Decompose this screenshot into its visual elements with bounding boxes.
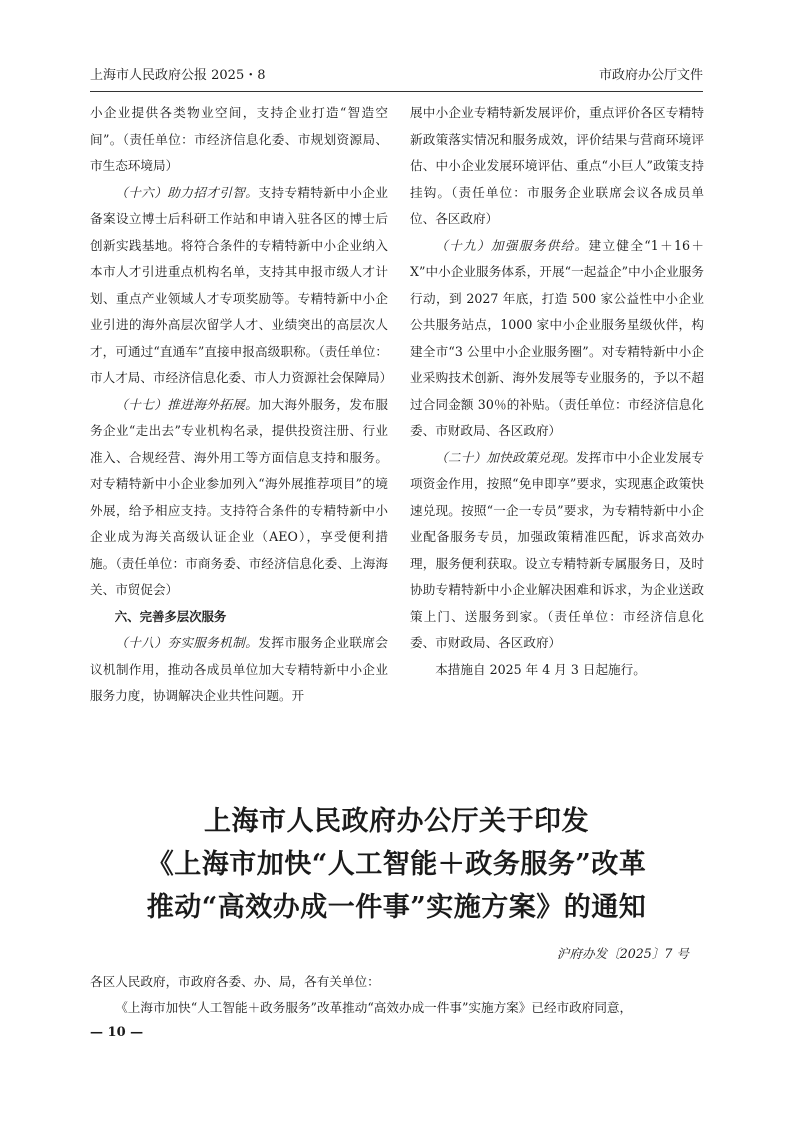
item-body: 发挥市中小企业发展专项资金作用，按照“免申即享”要求，实现惠企政策快速兑现。按照“一企一专员”要求，为专精特新中小企业配备服务专员，加强政策精准匹配，诉求高效办理，服务便利获取。设立专精特新专属服务日，及时协助专精特新中小企业解决困难和诉求，为企业送政策上门、送服务到家。（责任单位：市经济信息化委、市财政局、各区政府） — [410, 449, 705, 650]
paragraph — [410, 445, 704, 657]
page-number: — 10 — — [90, 1025, 144, 1040]
title-line: 《上海市加快“人工智能＋政务服务”改革 — [146, 849, 647, 880]
item-heading: （十八）夯实服务机制。 — [115, 635, 259, 650]
paragraph: 小企业提供各类物业空间，支持企业打造“智造空间”。（责任单位：市经济信息化委、市规划资源局、市生态环境局） — [90, 105, 388, 173]
paragraph: 展中小企业专精特新发展评价，重点评价各区专精特新政策落实情况和服务成效，评价结果与营商环境评估、中小企业发展环境评估、重点“小巨人”政策支持挂钩。（责任单位：市服务企业联席会议各成员单位、各区政府） — [410, 105, 704, 226]
paragraph — [90, 630, 388, 710]
paragraph — [90, 180, 393, 392]
title-line: 推动“高效办成一件事”实施方案》的通知 — [146, 892, 647, 923]
item-heading: （二十）加快政策兑现。 — [435, 449, 577, 465]
item-heading: （十六）助力招才引智。 — [115, 184, 259, 200]
left-column — [90, 100, 393, 710]
item-body: 建立健全“1＋16＋X”中小企业服务体系，开展“一起益企”中小企业服务行动，到 2027 年底，打造 500 家公益性中小企业公共服务站点，1000 家中小企业服务星级伙伴，构建全市“3 公里中小企业服务圈”。对专精特新中小企业采购技术创新、海外发展等专业服务的，予以不超过合同金额 30％的补贴。（责任单位：市经济信息化委、市财政局、各区政府） — [410, 237, 704, 438]
paragraph — [90, 392, 388, 604]
item-heading: （十九）加强服务供给。 — [435, 237, 589, 253]
right-column — [410, 100, 704, 683]
item-heading: （十七）推进海外拓展。 — [115, 396, 259, 412]
addressee: 各区人民政府，市政府各委、办、局，各有关单位： — [90, 974, 380, 989]
notice-title — [90, 800, 703, 929]
page-header — [90, 66, 703, 86]
notice-body: 《上海市加快“人工智能＋政务服务”改革推动“高效办成一件事”实施方案》已经市政府同意， — [115, 1000, 633, 1015]
effective-date: 本措施自 2025 年 4 月 3 日起施行。 — [435, 661, 646, 677]
header-rule — [90, 91, 703, 92]
section-heading: 六、完善多层次服务 — [114, 608, 227, 624]
item-body: 支持专精特新中小企业备案设立博士后科研工作站和申请入驻各区的博士后创新实践基地。将符合条件的专精特新中小企业纳入本市人才引进重点机构名单，支持其申报市级人才计划、重点产业领域人才专项奖励等。专精特新中小企业引进的海外高层次留学人才、业绩突出的高层次人才，可通过“直通车”直接申报高级职称。（责任单位：市人才局、市经济信息化委、市人力资源社会保障局） — [90, 184, 393, 385]
document-category: 市政府办公厅文件 — [598, 68, 703, 83]
paragraph — [410, 233, 704, 445]
item-body: 加大海外服务，发布服务企业“走出去”专业机构名录，提供投资注册、行业准入、合规经营、海外用工等方面信息支持和服务。对专精特新中小企业参加列入“海外展推荐项目”的境外展，给予相应支持。支持符合条件的专精特新中小企业成为海关高级认证企业（AEO），享受便利措施。（责任单位：市商务委、市经济信息化委、上海海关、市贸促会） — [90, 396, 389, 597]
item-body: 发挥市服务企业联席会议机制作用，推动各成员单位加大专精特新中小企业服务力度，协调解决企业共性问题。开 — [90, 635, 389, 703]
gazette-title: 上海市人民政府公报 2025・8 — [90, 68, 266, 83]
document-number: 沪府办发〔2025〕7 号 — [556, 946, 689, 961]
title-line: 上海市人民政府办公厅关于印发 — [204, 806, 589, 837]
